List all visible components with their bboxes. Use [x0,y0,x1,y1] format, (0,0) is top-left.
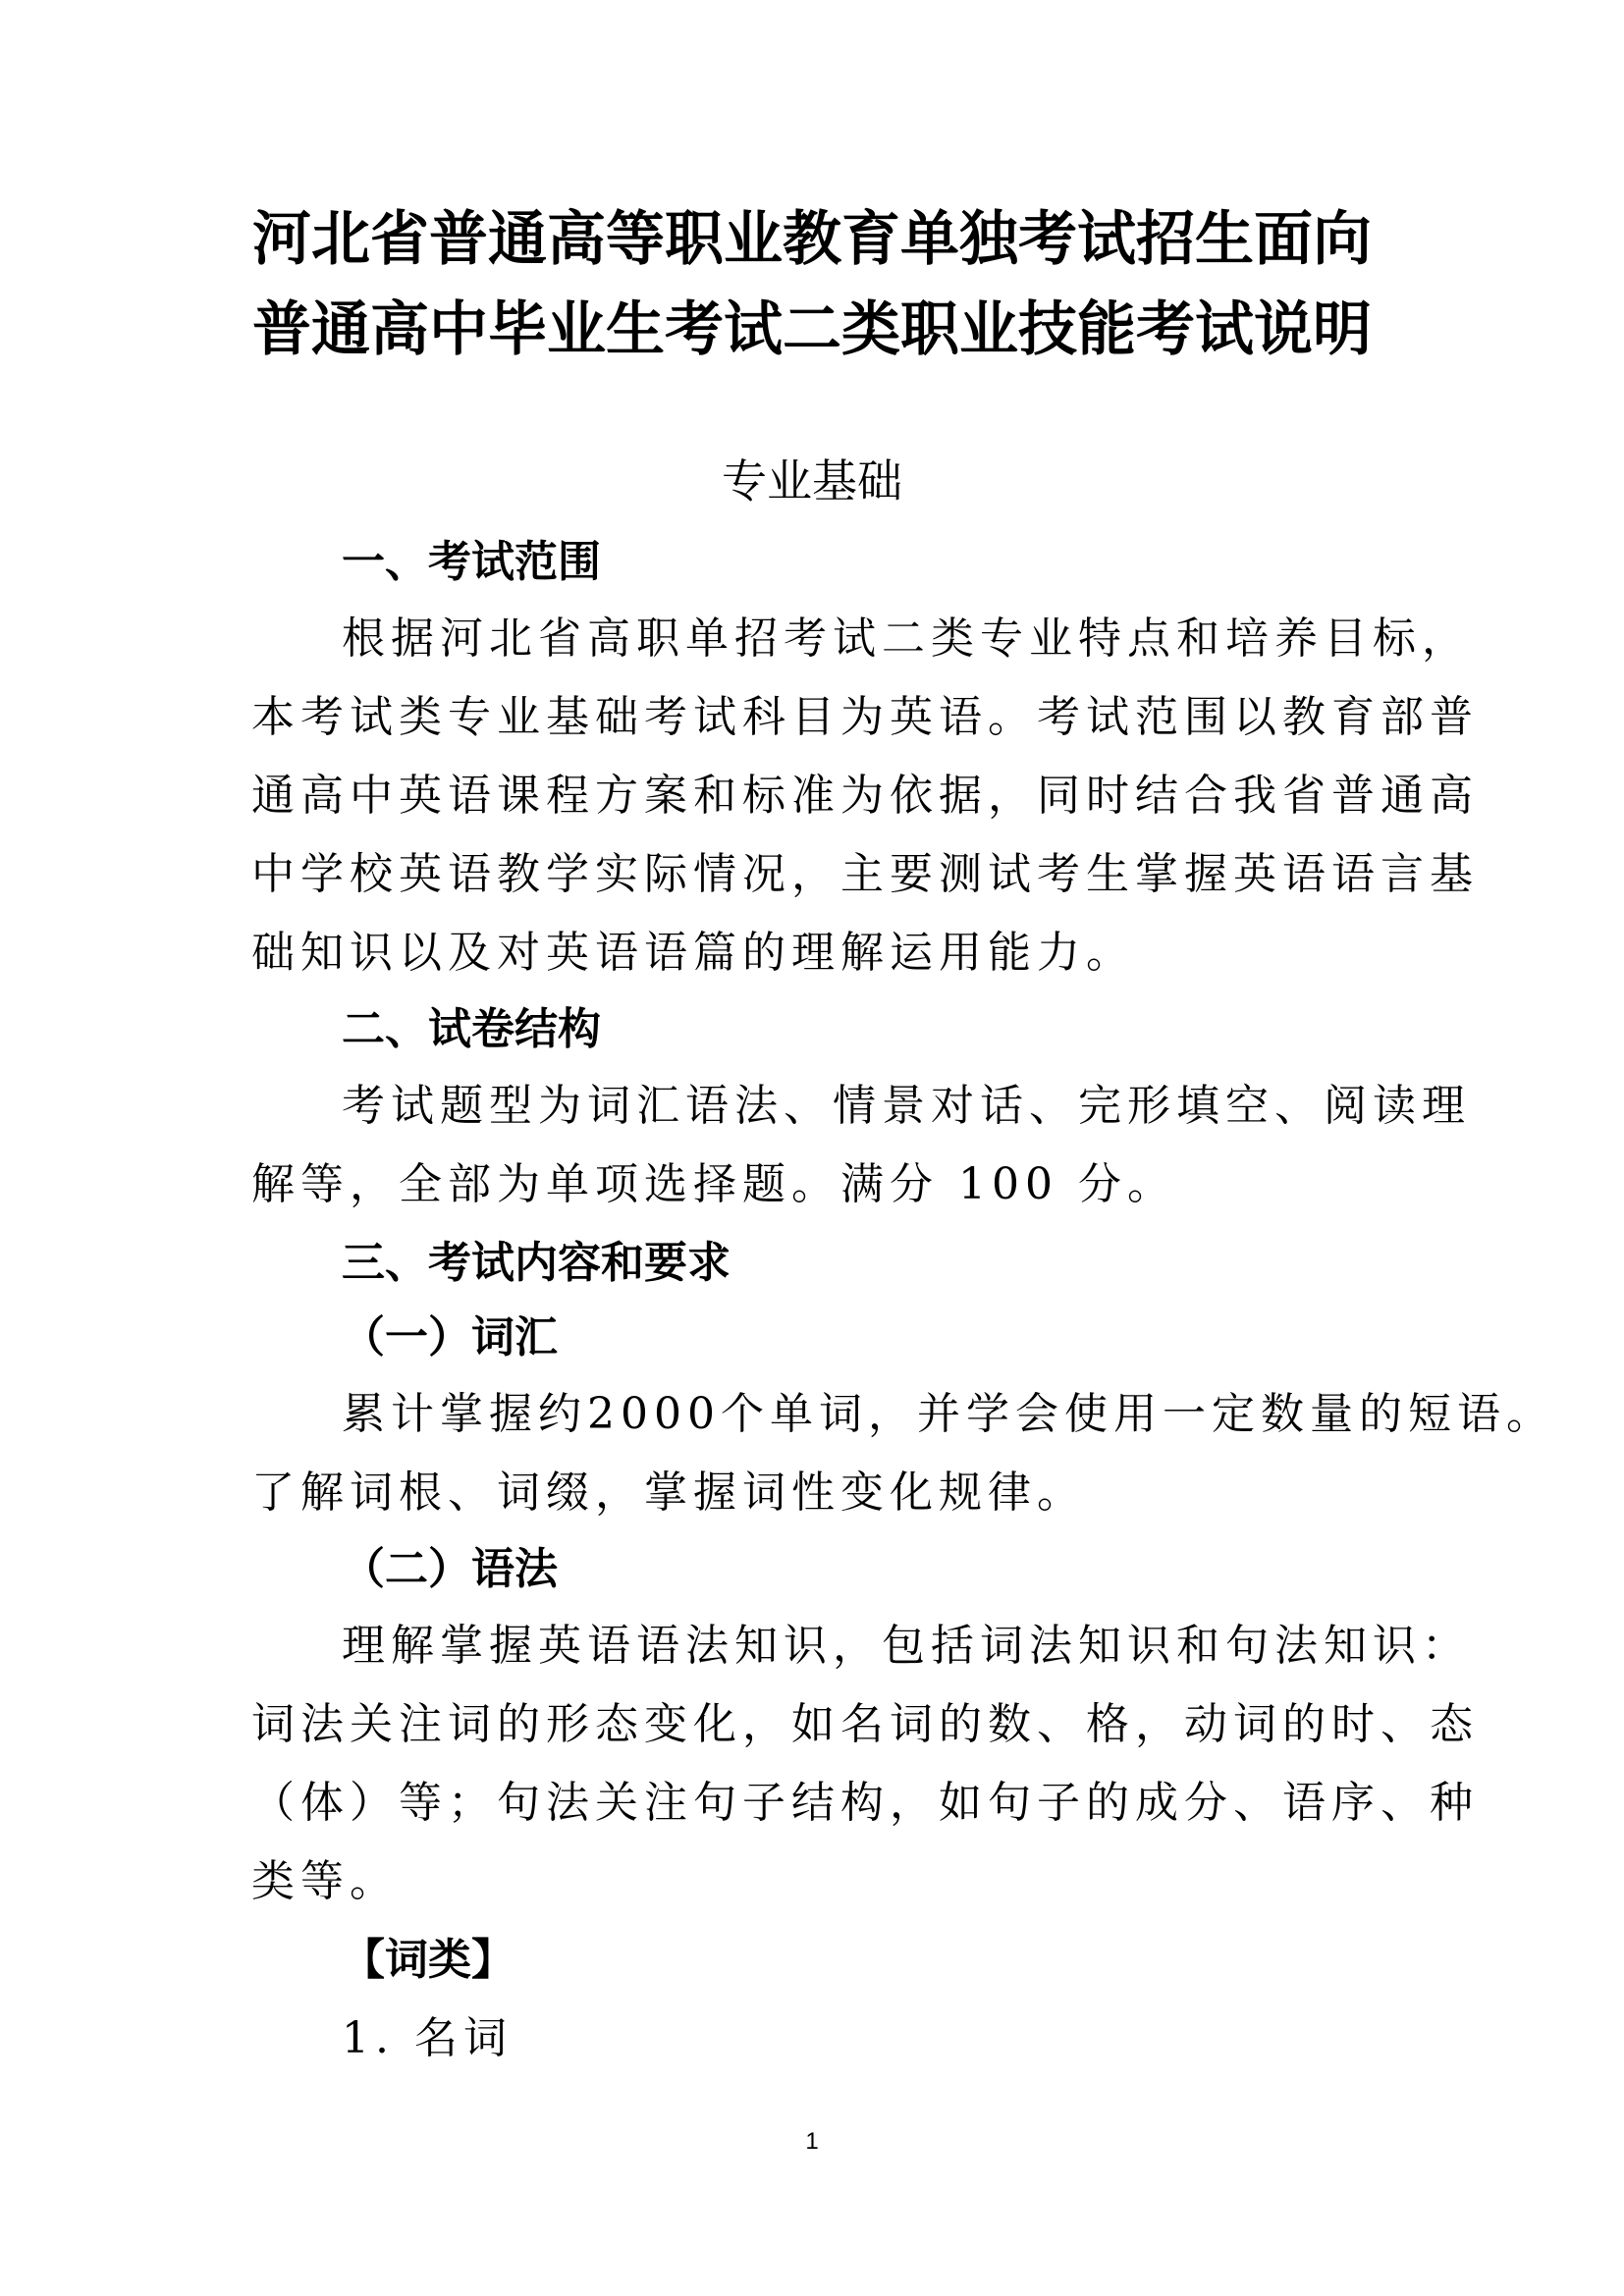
part3-heading: 三、考试内容和要求 [342,1238,731,1288]
list-item-noun: 1. 名词 [342,2013,513,2063]
part3-sub2-line-1: 理解掌握英语语法知识，包括词法知识和句法知识： [342,1621,1471,1671]
part1-line-2: 本考试类专业基础考试科目为英语。考试范围以教育部普 [251,692,1479,742]
document-title-line-1: 河北省普通高等职业教育单独考试招生面向 [252,205,1372,274]
part2-heading: 二、试卷结构 [342,1004,601,1054]
part1-line-5: 础知识以及对英语语篇的理解运用能力。 [251,928,1135,978]
part1-heading: 一、考试范围 [342,537,601,587]
part3-sub2-line-4: 类等。 [251,1856,399,1906]
part2-line-1: 考试题型为词汇语法、情景对话、完形填空、阅读理 [342,1081,1471,1131]
document-title-line-2: 普通高中毕业生考试二类职业技能考试说明 [252,295,1372,364]
part3-sub2-line-3: （体）等；句法关注句子结构，如句子的成分、语序、种 [251,1778,1479,1828]
page-number: 1 [805,2128,819,2155]
part1-line-4: 中学校英语教学实际情况，主要测试考生掌握英语语言基 [251,849,1479,899]
section-title: 专业基础 [722,454,902,507]
part1-line-3: 通高中英语课程方案和标准为依据，同时结合我省普通高 [251,771,1479,821]
word-class-heading: 【词类】 [342,1935,514,1985]
part1-line-1: 根据河北省高职单招考试二类专业特点和培养目标， [342,614,1471,664]
part3-sub1-line-1: 累计掌握约2000个单词，并学会使用一定数量的短语。 [342,1389,1555,1439]
part2-line-2: 解等，全部为单项选择题。满分 100 分。 [251,1159,1176,1209]
part3-sub1-line-2: 了解词根、词缀，掌握词性变化规律。 [251,1468,1086,1518]
part3-sub1-heading: （一）词汇 [342,1312,558,1362]
part3-sub2-line-2: 词法关注词的形态变化，如名词的数、格，动词的时、态 [251,1699,1479,1749]
part3-sub2-heading: （二）语法 [342,1544,558,1594]
